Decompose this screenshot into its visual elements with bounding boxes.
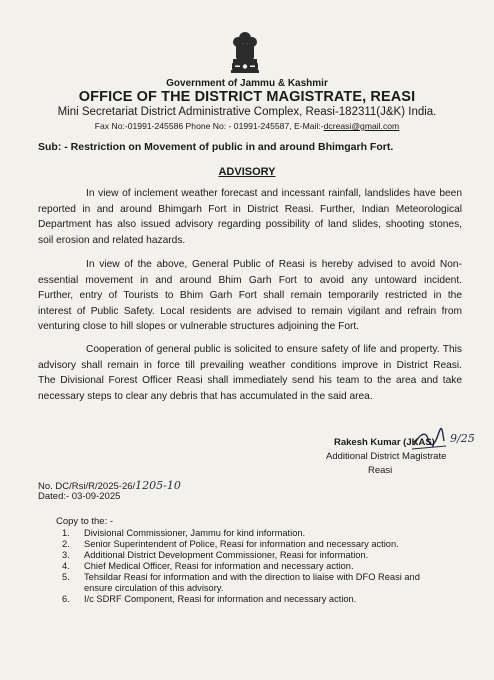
paragraph-line: Department has also issued advisory regarding possibility of land slides, shooting stones,	[38, 219, 462, 231]
national-emblem-icon	[228, 30, 262, 76]
list-text: Divisional Commissioner, Jammu for kind information.	[84, 528, 306, 538]
paragraph-line: Cooperation of general public is solicited to ensure safety of life and property. This	[86, 344, 462, 355]
signature-date: 9/25	[450, 432, 475, 445]
signatory-name: Rakesh Kumar (JKAS)	[334, 437, 435, 448]
list-item	[62, 539, 482, 550]
signatory-designation: Additional District Magistrate	[326, 451, 447, 462]
paragraph-line: In view of the above, General Public of Reasi is hereby advised to avoid Non-	[86, 259, 462, 270]
list-item	[62, 561, 482, 572]
paragraph-line: soil erosion and related hazards.	[38, 234, 186, 246]
paragraph-line: essential movement in and around Bhim Garh Fort to avoid any untoward incident.	[38, 274, 462, 286]
reference-prefix: No. DC/Rsi/R/2025-26/	[38, 481, 136, 492]
list-text: Chief Medical Officer, Reasi for information and necessary action.	[84, 561, 354, 571]
list-text-continued: ensure circulation of this advisory.	[84, 583, 224, 593]
list-number: 6.	[62, 594, 70, 604]
list-text: Additional District Development Commissioner, Reasi for information.	[84, 550, 369, 560]
paragraph-line: reported in and around Bhimgarh Fort in District Reasi. Further, Indian Meteorological	[38, 203, 462, 215]
list-number: 3.	[62, 550, 70, 560]
document-title: ADVISORY	[218, 166, 276, 178]
paragraph-line: In view of inclement weather forecast and incessant rainfall, landslides have been	[86, 188, 462, 199]
list-item	[62, 572, 482, 583]
list-text: Tehsildar Reasi for information and with the direction to liaise with DFO Reasi and	[84, 572, 420, 582]
list-text: I/c SDRF Component, Reasi for information and necessary action.	[84, 594, 357, 604]
paragraph-line: The Divisional Forest Officer Reasi shall immediately send his team to the area and take	[38, 375, 462, 387]
list-number: 1.	[62, 528, 70, 538]
government-name: Government of Jammu & Kashmir	[166, 78, 328, 89]
paragraph-1	[38, 186, 462, 248]
list-text: Senior Superintendent of Police, Reasi for information and necessary action.	[84, 539, 399, 549]
email-link[interactable]: dcreasi@gmail.com	[323, 121, 400, 131]
reference-handwritten: 1205-10	[135, 479, 181, 492]
list-item	[62, 550, 482, 561]
office-address: Mini Secretariat District Administrative Complex, Reasi-182311(J&K) India.	[57, 106, 437, 118]
list-item	[62, 528, 482, 539]
paragraph-line: venturing close to hill slopes or vulnerable structures adjoining the Fort.	[38, 321, 360, 333]
copy-to-label: Copy to the: -	[56, 516, 114, 527]
copy-to-list	[62, 528, 482, 605]
contact-numbers: Fax No:-01991-245586 Phone No: - 01991-245587, E-Mail:-	[94, 121, 324, 131]
office-title: OFFICE OF THE DISTRICT MAGISTRATE, REASI	[78, 89, 416, 105]
list-number: 5.	[62, 572, 70, 582]
list-item	[62, 594, 482, 605]
contact-line	[0, 121, 494, 131]
paragraph-2	[38, 257, 462, 335]
signatory-place: Reasi	[368, 465, 393, 476]
list-number: 4.	[62, 561, 70, 571]
paragraph-line: advisory shall remain in force till prevailing weather conditions improve in District Reasi.	[38, 359, 462, 371]
list-number: 2.	[62, 539, 70, 549]
paragraph-line: Further, entry of Tourists to Bhim Garh Fort shall remain temporarily restricted in the	[38, 290, 462, 302]
subject-line: Sub: - Restriction on Movement of public in and around Bhimgarh Fort.	[38, 141, 394, 153]
paragraph-3	[38, 342, 462, 404]
paragraph-line: necessary steps to clear any debris that has accumulated in the said area.	[38, 390, 373, 402]
reference-date: Dated:- 03-09-2025	[38, 491, 121, 502]
paragraph-line: interest of Public Safety. Local residents are advised to remain vigilant and refrain from	[38, 305, 462, 317]
